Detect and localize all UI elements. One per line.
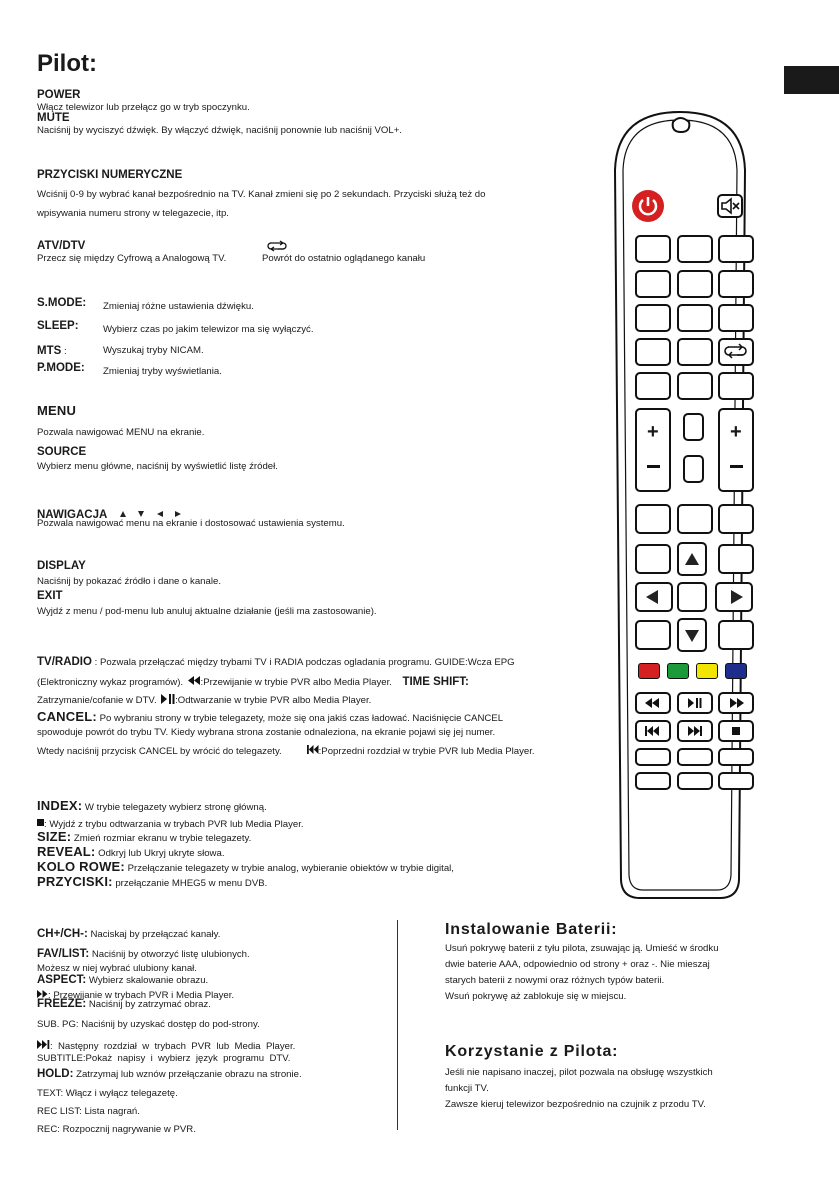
przyciski-row (37, 873, 267, 891)
nav-label: NAWIGACJA (37, 509, 108, 521)
nav-up-button[interactable] (677, 542, 707, 576)
exit-key[interactable] (718, 544, 754, 574)
batteries-l1: Usuń pokrywę baterii z tyłu pilota, zsuwając ją. Umieść w środku (445, 943, 719, 954)
fav-row (37, 948, 250, 960)
stop-icon (37, 819, 44, 826)
guide-key[interactable] (718, 620, 754, 650)
channel-rocker[interactable] (718, 408, 754, 492)
left-arrow-icon (157, 511, 163, 517)
plus-icon: + (647, 421, 659, 443)
minus-icon (647, 465, 660, 468)
numeric-key[interactable] (718, 304, 754, 332)
nav-left-button[interactable] (635, 582, 673, 612)
ff-desc: : Przewijanie w trybach PVR i Media Player. (48, 990, 235, 1001)
hold-label: HOLD: (37, 1068, 74, 1080)
numeric-label: PRZYCISKI NUMERYCZNE (37, 169, 183, 181)
next-desc: : Następny rozdział w trybach PVR lub Media Player. (50, 1041, 296, 1052)
source-key[interactable] (677, 504, 713, 534)
ch-row (37, 928, 220, 940)
kolorowe-desc: Przełączanie telegazety w trybie analog, wybieranie obiektów w trybie digital, (124, 863, 454, 874)
hold-desc: Zatrzymaj lub wznów przełączanie obrazu na stronie. (73, 1069, 302, 1080)
numeric-key[interactable] (718, 270, 754, 298)
smode-label: S.MODE: (37, 297, 87, 309)
exit-label: EXIT (37, 590, 63, 602)
function-key[interactable] (635, 372, 671, 400)
aspect-label: ASPECT: (37, 974, 87, 986)
atv-dtv-key[interactable] (635, 338, 671, 366)
display-label: DISPLAY (37, 560, 86, 572)
function-key[interactable] (677, 772, 713, 790)
nav-right-button[interactable] (715, 582, 753, 612)
tvradio-line-1 (37, 652, 515, 670)
list-key[interactable] (683, 455, 704, 483)
page-title: Pilot: (37, 50, 97, 77)
exit-desc: Wyjdź z menu / pod-menu lub anuluj aktualne działanie (jeśli ma zastosowanie). (37, 606, 377, 617)
freeze-desc: Naciśnij by zatrzymać obraz. (86, 999, 211, 1010)
tv-radio-key[interactable] (635, 620, 671, 650)
play-pause-icon (679, 694, 711, 712)
stop-desc: : Wyjdź z trybu odtwarzania w trybach PVR lub Media Player. (44, 819, 304, 830)
ok-button[interactable] (677, 582, 707, 612)
freeze-row (37, 998, 211, 1010)
down-arrow-icon (685, 630, 699, 642)
display-key[interactable] (635, 544, 671, 574)
ch-label: CH+/CH-: (37, 928, 88, 940)
right-arrow-icon (175, 511, 181, 517)
mute-desc: Naciśnij by wyciszyć dźwięk. By włączyć dźwięk, naciśnij ponownie lub naciśnij VOL+. (37, 125, 402, 136)
using-l2: funkcji TV. (445, 1083, 489, 1094)
numeric-key[interactable] (677, 270, 713, 298)
numeric-key[interactable] (677, 304, 713, 332)
subtitle-desc: SUBTITLE:Pokaż napisy i wybierz język programu DTV. (37, 1053, 291, 1064)
fast-forward-icon (37, 990, 48, 998)
cancel-desc-2: spowoduje powrót do trybu TV. Kiedy wybrana strona zostanie odnaleziona, na ekranie pojawi się jej numer. (37, 727, 496, 738)
reveal-label: REVEAL: (37, 844, 96, 859)
aspect-desc: Wybierz skalowanie obrazu. (86, 975, 209, 986)
cancel-desc-3a: Wtedy naciśnij przycisk CANCEL by wrócić do telegazety. (37, 746, 282, 757)
batteries-l4: Wsuń pokrywę aż zablokuje się w miejscu. (445, 991, 627, 1002)
fast-forward-icon (720, 694, 752, 712)
index-row (37, 797, 267, 815)
section-tab-marker (784, 66, 839, 94)
tvradio-desc-1: : Pozwala przełączać między trybami TV i RADIA podczas ogladania programu. GUIDE:Wcza EPG (91, 657, 515, 668)
power-label: POWER (37, 89, 81, 101)
pmode-label: P.MODE: (37, 362, 85, 374)
mute-button[interactable] (717, 194, 743, 218)
recall-button[interactable] (718, 338, 754, 366)
function-key[interactable] (718, 748, 754, 766)
hold-row (37, 1068, 302, 1080)
reveal-desc: Odkryj lub Ukryj ukryte słowa. (95, 848, 225, 859)
kolorowe-label: KOLO ROWE: (37, 859, 125, 874)
fast-forward-button[interactable] (718, 692, 754, 714)
using-l1: Jeśli nie napisano inaczej, pilot pozwala na obsługę wszystkich (445, 1067, 713, 1078)
atv-desc: Przecz się między Cyfrową a Analogową TV. (37, 253, 227, 264)
previous-button[interactable] (635, 720, 671, 742)
function-key[interactable] (718, 504, 754, 534)
recall-icon (720, 340, 751, 363)
fav-desc-2: Możesz w niej wybrać ulubiony kanał. (37, 963, 197, 974)
power-button[interactable] (632, 190, 664, 222)
timeshift-label: TIME SHIFT: (402, 676, 469, 688)
mute-icon (719, 196, 741, 216)
numeric-desc-1: Wciśnij 0-9 by wybrać kanał bezpośrednio na TV. Kanał zmieni się po 2 sekundach. Przyciski służą też do (37, 189, 486, 200)
mute-label: MUTE (37, 112, 70, 124)
cancel-desc-1: Po wybraniu strony w trybie telegazety, może się ona jakiś czas ładować. Naciśnięcie CANCEL (96, 713, 504, 724)
pmode-desc: Zmieniaj tryby wyświetlania. (103, 366, 222, 377)
recall-icon (266, 240, 288, 252)
column-divider (397, 920, 398, 1130)
play-pause-icon (161, 694, 175, 704)
power-desc: Włącz telewizor lub przełącz go w tryb spoczynku. (37, 102, 250, 113)
subpg-desc: SUB. PG: Naciśnij by uzyskać dostęp do pod-strony. (37, 1019, 260, 1030)
cancel-line-1 (37, 708, 503, 726)
nav-down-button[interactable] (677, 618, 707, 652)
yellow-button[interactable] (696, 663, 718, 679)
green-button[interactable] (667, 663, 689, 679)
rewind-icon (637, 694, 669, 712)
przyciski-label: PRZYCISKI: (37, 874, 113, 889)
volume-rocker[interactable] (635, 408, 671, 492)
batteries-l3: starych baterii z nowymi oraz różnych typów baterii. (445, 975, 665, 986)
mts-row (37, 341, 67, 359)
using-title: Korzystanie z Pilota: (445, 1043, 619, 1060)
mts-sep: : (61, 346, 67, 357)
previous-chapter-icon (307, 745, 319, 754)
reclist-desc: REC LIST: Lista nagrań. (37, 1106, 140, 1117)
batteries-l2: dwie baterie AAA, odpowiednio od strony + oraz -. Nie mieszaj (445, 959, 710, 970)
next-chapter-icon (37, 1040, 50, 1049)
left-arrow-icon (646, 590, 658, 604)
function-key[interactable] (677, 748, 713, 766)
play-pause-button[interactable] (677, 692, 713, 714)
ch-desc: Naciskaj by przełączać kanały. (87, 929, 221, 940)
numeric-key[interactable] (718, 235, 754, 263)
atv-label: ATV/DTV (37, 240, 86, 252)
numeric-key[interactable] (635, 235, 671, 263)
rewind-icon (188, 676, 201, 685)
freeze-label: FREEZE: (37, 998, 87, 1010)
blue-button[interactable] (725, 663, 747, 679)
index-desc: W trybie telegazety wybierz stronę główną. (82, 802, 267, 813)
function-key[interactable] (635, 748, 671, 766)
przyciski-desc: przełączanie MHEG5 w menu DVB. (112, 878, 268, 889)
numeric-key[interactable] (635, 304, 671, 332)
menu-key[interactable] (635, 504, 671, 534)
recall-desc: Powrót do ostatnio oglądanego kanału (262, 253, 426, 264)
tvradio-label: TV/RADIO (37, 656, 92, 668)
text-desc: TEXT: Włącz i wyłącz telegazetę. (37, 1088, 178, 1099)
using-l3: Zawsze kieruj telewizor bezpośrednio na czujnik z przodu TV. (445, 1099, 706, 1110)
minus-icon (730, 465, 743, 468)
tvradio-line-2 (37, 672, 469, 690)
tvradio-desc-2b: :Przewijanie w trybie PVR albo Media Player. (200, 677, 392, 688)
numeric-desc-2: wpisywania numeru strony w telegazecie, itp. (37, 208, 229, 219)
smode-desc: Zmieniaj różne ustawienia dźwięku. (103, 301, 254, 312)
remote-control-illustration (605, 110, 755, 900)
numeric-key[interactable] (677, 235, 713, 263)
fav-desc: Naciśnij by otworzyć listę ulubionych. (89, 949, 250, 960)
next-chapter-icon (679, 722, 711, 740)
up-arrow-icon (685, 553, 699, 565)
function-key[interactable] (677, 372, 713, 400)
right-arrow-icon (731, 590, 743, 604)
source-label: SOURCE (37, 446, 87, 458)
fav-key[interactable] (683, 413, 704, 441)
mts-label: MTS (37, 345, 62, 357)
fav-label: FAV/LIST: (37, 948, 90, 960)
red-button[interactable] (638, 663, 660, 679)
index-label: INDEX: (37, 798, 83, 813)
sleep-desc: Wybierz czas po jakim telewizor ma się wyłączyć. (103, 324, 314, 335)
cancel-desc-3b: :Poprzedni rozdział w trybie PVR lub Media Player. (318, 746, 535, 757)
next-button[interactable] (677, 720, 713, 742)
tvradio-desc-3a: Zatrzymanie/cofanie w DTV. (37, 695, 157, 706)
function-key[interactable] (718, 772, 754, 790)
rec-desc: REC: Rozpocznij nagrywanie w PVR. (37, 1124, 196, 1135)
source-desc: Wybierz menu główne, naciśnij by wyświetlić listę źródeł. (37, 461, 278, 472)
down-arrow-icon (138, 511, 144, 517)
size-desc: Zmień rozmiar ekranu w trybie telegazety. (71, 833, 252, 844)
mts-desc: Wyszukaj tryby NICAM. (103, 345, 204, 356)
tvradio-desc-3b: :Odtwarzanie w trybie PVR albo Media Player. (175, 695, 372, 706)
function-key[interactable] (718, 372, 754, 400)
cancel-line-3 (37, 741, 535, 759)
display-desc: Naciśnij by pokazać źródło i dane o kanale. (37, 576, 221, 587)
power-icon (632, 190, 664, 222)
menu-label: MENU (37, 403, 77, 418)
sleep-label: SLEEP: (37, 320, 79, 332)
nav-desc: Pozwala nawigować menu na ekranie i dostosować ustawienia systemu. (37, 518, 345, 529)
numeric-key[interactable] (677, 338, 713, 366)
numeric-key[interactable] (635, 270, 671, 298)
plus-icon: + (730, 421, 742, 443)
tvradio-desc-2a: (Elektroniczny wykaz programów). (37, 677, 184, 688)
up-arrow-icon (120, 511, 126, 517)
size-label: SIZE: (37, 829, 72, 844)
cancel-label: CANCEL: (37, 709, 97, 724)
previous-chapter-icon (637, 722, 669, 740)
menu-desc: Pozwala nawigować MENU na ekranie. (37, 427, 205, 438)
stop-button[interactable] (718, 720, 754, 742)
function-key[interactable] (635, 772, 671, 790)
tvradio-line-3 (37, 690, 371, 708)
batteries-title: Instalowanie Baterii: (445, 921, 618, 938)
stop-icon (732, 727, 740, 735)
rewind-button[interactable] (635, 692, 671, 714)
